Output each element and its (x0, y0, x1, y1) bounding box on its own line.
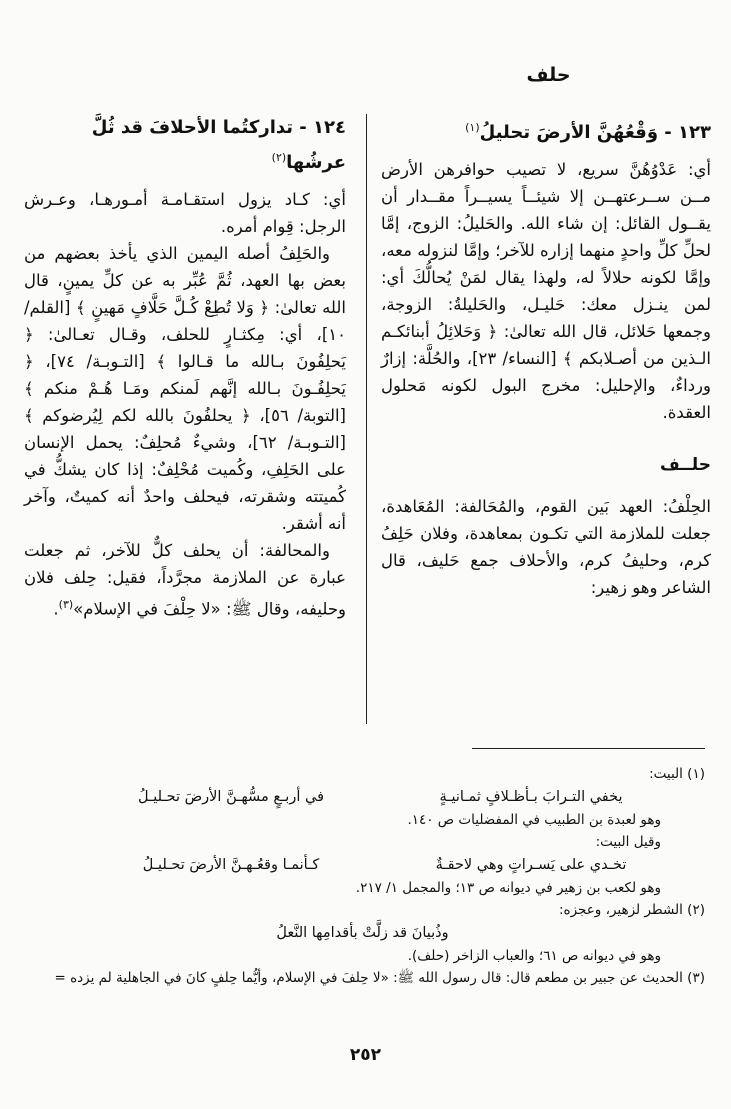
entry-title-124 (24, 113, 346, 178)
footnote-separator (472, 748, 705, 749)
root-word-header: حلف (526, 64, 571, 86)
verse-second-hemistich: كـأنمـا وقعُـهـنَّ الأرضَ تحـليـلُ (142, 857, 320, 873)
entry-title-text: ١٢٤ - تداركتُما الأحلافَ قد ثُلَّ عرشُها (91, 117, 346, 173)
footnote-1-verse-1 (20, 785, 705, 809)
footnote-1-label: (١) البيت: (649, 766, 705, 782)
footnote-1-note-3: وهو لكعب بن زهير في ديوانه ص ١٣؛ والمجمل ١/ ٢١٧. (355, 880, 661, 896)
right-column (381, 113, 711, 601)
paragraph-muhalafa-text: والمحالفة: أن يحلف كلٌّ للآخر، ثم جعلت عبارة عن الملازمة مجرَّداً، فقيل: حِلف فلان وحليفه، وقال ﷺ: «لا حِلْفَ في الإسلام» (24, 541, 346, 619)
footnote-2-note: وهو في ديوانه ص ٦١؛ والعباب الزاخر (حلف). (407, 948, 661, 964)
verse-first-hemistich: تخـدي على يَسـراتٍ وهي لاحقـةٌ (435, 857, 627, 873)
paragraph-halif: والحَلِفُ أصله اليمين الذي يأخذ بعضهم من بعض بها العهد، ثُمَّ عُبِّر به عن كلِّ يمينٍ، قال الله تعالىٰ: ﴿ وَلا تُطِعْ كُـلَّ حَلَّافٍ مَهينٍ ﴾ [القلم/ ١٠]، أي: مِكثـارٍ للحلف، وقـال تعـالىٰ: ﴿ يَحلِفُونَ بـالله ما قـالوا ﴾ [التـوبـة/ ٧٤]، ﴿ يَحلِفُـونَ بـالله إنَّهم لَمنكم ومَـا هُـمْ منكم ﴾ [التوبة/ ٥٦]، ﴿ يحلفُونَ بالله لكم لِيُرضوكم ﴾ [التـوبـة/ ٦٢]، وشيءٌ مُحلِفٌ: يحمل الإنسان على الحَلِفِ، وكُميت مُحْلِفٌ: إذا كان يشكُّ في كُميتته وشقرته، فيحلف واحدٌ أنه كميتٌ، وآخر أنه أشقر. (24, 244, 346, 533)
paragraph-entry-123: أي: عَدْوُهُنَّ سريع، لا تصيب حوافرهن الأرض مــن ســرعتهــن إلا شيئــاً يسيــراً مقــدار أن يقــول القائل: إن شاء الله. والحَليلُ: الزوج، إمَّا لحلِّ كلِّ واحدٍ منهما إزاره للآخر؛ وإمَّا لنزوله معه، وإمَّا لكونه حلالاً له، ولهذا يقال لمَنْ يُحالُّكَ أي: لمن ينـزل معك: حَليـل، والحَليلةُ: الزوجة، وجمعها حَلائل، قال الله تعالىٰ: ﴿ وَحَلائِلُ أبنائكـم الـذين من أصـلابكم ﴾ [النساء/ ٢٣]، والحُلَّة: إزارٌ ورداءٌ، والإحليل: مخرج البول لكونه مَحلول العقدة. (381, 160, 711, 422)
footnote-3-text: (٣) الحديث عن جبير بن مطعم قال: قال رسول الله ﷺ: «لا حِلفَ في الإسلام، وأيُّما حِلفٍ كانَ في الجاهلية لم يزده = (54, 970, 705, 986)
footnote-1-note-2: وقيل البيت: (595, 834, 661, 850)
entry-title-text: ١٢٣ - وَقْعُهُنَّ الأرضَ تحليلُ (479, 122, 711, 143)
footnote-ref-1: (١) (465, 121, 480, 134)
paragraph-entry-124: أي: كـاد يزول استقـامـة أمـورهـا، وعـرش الرجل: قِوام أمره. (24, 190, 346, 236)
section-title-hlf: حلــف (659, 455, 711, 475)
entry-title-123 (381, 113, 711, 148)
footnote-ref-2: (٢) (271, 151, 287, 164)
paragraph-muhalafa: والمحالفة: أن يحلف كلٌّ للآخر، ثم جعلت عبارة عن الملازمة مجرَّداً، فقيل: حِلف فلان وحليفه، وقال ﷺ: «لا حِلْفَ في الإسلام»$^{(٣)}$. (24, 541, 346, 619)
footnote-ref-3: (٣) (58, 598, 74, 611)
footnote-2-label: (٢) الشطر لزهير، وعجزه: (558, 902, 705, 918)
verse-second-hemistich: في أربـعٍ مسُّهـنَّ الأرضَ تحـليـلُ (137, 789, 325, 805)
paragraph-hilf: الحِلْفُ: العهد بَين القوم، والمُحَالفة: المُعَاهدة، جعلت للملازمة التي تكـون بمعاهدة، وفلان حَلِفُ كرم، وحليفُ كرم، والأحلاف جمع حَليف، قال الشاعر وهو زهير: (381, 497, 711, 597)
footnote-1-verse-2 (20, 853, 705, 877)
footnotes (20, 763, 705, 989)
verse-first-hemistich: يخفي التـرابَ بـأظـلافٍ ثمـانيـةٍ (439, 789, 623, 805)
footnote-2-verse: وذُبيانَ قد زلَّتْ بأقدامِها النَّعلُ (276, 925, 449, 941)
left-column (24, 113, 346, 623)
column-divider (366, 114, 367, 724)
footnote-1-note-1: وهو لعبدة بن الطبيب في المفضليات ص ١٤٠. (407, 812, 661, 828)
page-number: ٢٥٢ (349, 1045, 382, 1065)
